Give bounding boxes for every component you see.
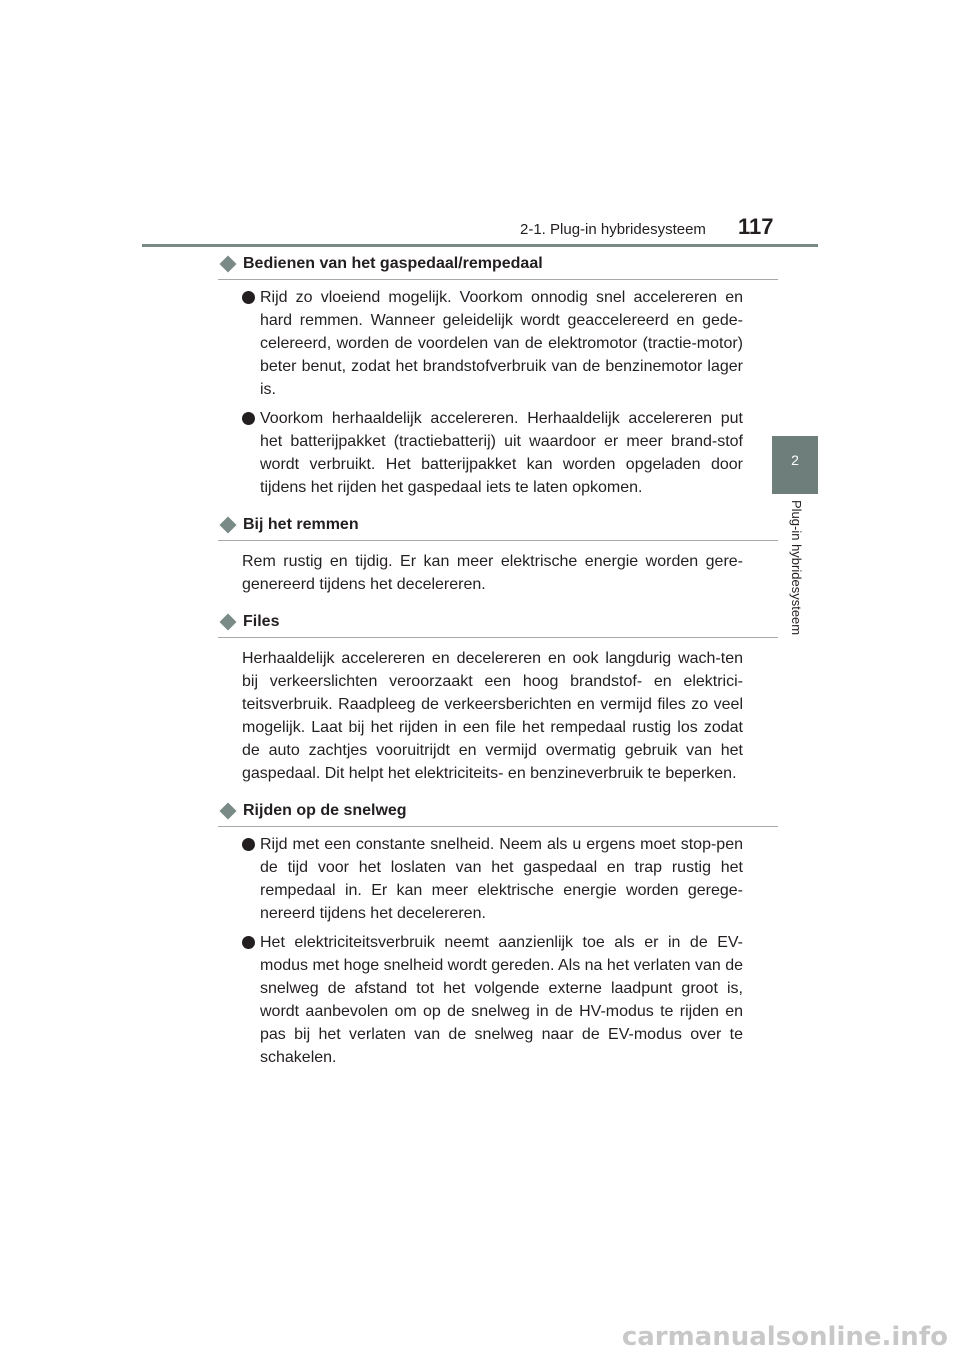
diamond-icon: [220, 517, 237, 534]
bullet-item: [242, 407, 743, 499]
section-heading: [218, 610, 778, 638]
bullet-text: Voorkom herhaaldelijk accelereren. Herhaaldelijk accelereren put het batterijpakket (tractiebatterij) uit waardoor er meer brand-stof wordt verbruikt. Het batterijpakket kan worden opgeladen door tijdens het rijden het gaspedaal iets te laten opkomen.: [260, 410, 743, 496]
section-heading: [218, 513, 778, 541]
page-content: [218, 252, 778, 1083]
bullet-item: [242, 931, 743, 1069]
section-snelweg: [218, 799, 778, 1069]
diamond-icon: [220, 614, 237, 631]
header-rule: [142, 244, 818, 247]
section-heading: [218, 799, 778, 827]
section-remmen: [218, 513, 778, 596]
header-title: 2-1. Plug-in hybridesysteem: [520, 221, 706, 238]
bullet-item: [242, 833, 743, 925]
section-title: Rijden op de snelweg: [243, 802, 407, 819]
section-text: Rem rustig en tijdig. Er kan meer elektrische energie worden gere-genereerd tijdens het decelereren.: [242, 553, 743, 593]
bullet-text: Rijd met een constante snelheid. Neem als u ergens moet stop-pen de tijd voor het loslaten van het gaspedaal en trap rustig het rempedaal in. Er kan meer elektrische energie worden gerege-nereerd tijdens het decelereren.: [260, 836, 743, 922]
diamond-icon: [220, 256, 237, 273]
section-heading: [218, 252, 778, 280]
bullet-icon: [242, 291, 255, 304]
bullet-icon: [242, 936, 255, 949]
section-title: Bedienen van het gaspedaal/rempedaal: [243, 255, 543, 272]
section-title: Files: [243, 613, 280, 630]
diamond-icon: [220, 803, 237, 820]
page-number: 117: [738, 214, 774, 239]
bullet-text: Rijd zo vloeiend mogelijk. Voorkom onnodig snel accelereren en hard remmen. Wanneer geleidelijk wordt geaccelereerd en gede-celereerd, worden de voordelen van de elektromotor (tractie-motor) beter benut, zodat het brandstofverbruik van de benzinemotor lager is.: [260, 289, 743, 398]
bullet-item: [242, 286, 743, 401]
section-text: Herhaaldelijk accelereren en decelereren en ook langdurig wach-ten bij verkeerslichten veroorzaakt een hoog brandstof- en elektrici-teitsverbruik. Raadpleeg de verkeersberichten en vermijd files zo veel mogelijk. Laat bij het rijden in een file het rempedaal rustig los zodat de auto zachtjes vooruitrijdt en vermijd overmatig gebruik van het gaspedaal. Dit helpt het elektriciteits- en benzineverbruik te beperken.: [242, 650, 743, 782]
section-title: Bij het remmen: [243, 516, 359, 533]
section-files: [218, 610, 778, 785]
bullet-icon: [242, 838, 255, 851]
bullet-text: Het elektriciteitsverbruik neemt aanzienlijk toe als er in de EV-modus met hoge snelheid wordt gereden. Als na het verlaten van de snelweg de afstand tot het volgende externe laadpunt groot is, wordt aanbevolen om op de snelweg in de HV-modus te rijden en pas bij het verlaten van de snelweg naar de EV-modus over te schakelen.: [260, 934, 743, 1066]
chapter-tab[interactable]: [772, 436, 818, 494]
chapter-tab-number: 2: [791, 452, 799, 468]
watermark: carmanualsonline.info: [621, 1322, 948, 1352]
chapter-tab-label: Plug-in hybridesysteem: [789, 500, 804, 636]
bullet-icon: [242, 412, 255, 425]
section-gaspedaal: [218, 252, 778, 499]
